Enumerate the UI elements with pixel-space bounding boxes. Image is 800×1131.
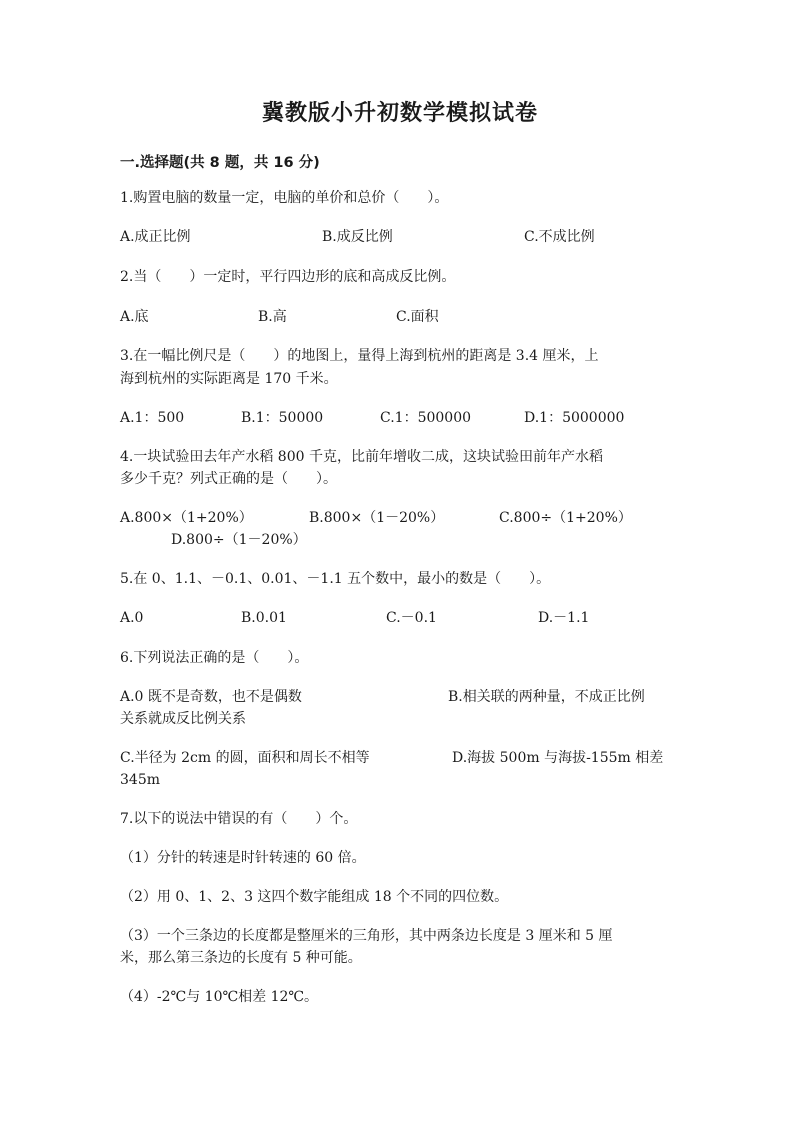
q4-option-c: C.800÷（1+20%） bbox=[499, 510, 632, 526]
question-7-stem: 7.以下的说法中错误的有（ ）个。 bbox=[120, 811, 358, 827]
section-heading: 一.选择题(共 8 题，共 16 分) bbox=[120, 155, 320, 171]
q7-statement-3-cont: 米，那么第三条边的长度有 5 种可能。 bbox=[120, 950, 362, 966]
q3-option-d: D.1：5000000 bbox=[524, 410, 625, 426]
q4-option-a: A.800×（1+20%） bbox=[120, 510, 253, 526]
q6-option-b-cont: 关系就成反比例关系 bbox=[120, 711, 246, 727]
q3-option-c: C.1：500000 bbox=[380, 410, 472, 426]
question-2-stem: 2.当（ ）一定时，平行四边形的底和高成反比例。 bbox=[120, 269, 456, 285]
question-4-stem-cont: 多少千克？列式正确的是（ ）。 bbox=[120, 471, 337, 487]
question-5-stem: 5.在 0、1.1、－0.1、0.01、－1.1 五个数中，最小的数是（ ）。 bbox=[120, 571, 551, 587]
q2-option-a: A.底 bbox=[120, 309, 149, 325]
q4-option-d: D.800÷（1－20%） bbox=[171, 532, 307, 548]
q6-option-a: A.0 既不是奇数，也不是偶数 bbox=[120, 689, 302, 705]
q1-option-c: C.不成比例 bbox=[524, 229, 595, 245]
q6-option-d: D.海拔 500m 与海拔-155m 相差 bbox=[452, 750, 664, 766]
q5-option-c: C.－0.1 bbox=[386, 610, 437, 626]
q3-option-a: A.1：500 bbox=[120, 410, 185, 426]
q7-statement-4: （4）-2℃与 10℃相差 12℃。 bbox=[120, 989, 319, 1005]
q7-statement-3: （3）一个三条边的长度都是整厘米的三角形，其中两条边长度是 3 厘米和 5 厘 bbox=[120, 928, 613, 944]
question-4-stem: 4.一块试验田去年产水稻 800 千克，比前年增收二成，这块试验田前年产水稻 bbox=[120, 449, 603, 465]
q4-option-b: B.800×（1－20%） bbox=[309, 510, 445, 526]
exam-title: 冀教版小升初数学模拟试卷 bbox=[261, 101, 538, 126]
q6-option-c: C.半径为 2cm 的圆，面积和周长不相等 bbox=[120, 750, 370, 766]
question-3-stem-cont: 海到杭州的实际距离是 170 千米。 bbox=[120, 371, 338, 387]
q2-option-c: C.面积 bbox=[396, 309, 439, 325]
q5-option-d: D.－1.1 bbox=[538, 610, 590, 626]
q2-option-b: B.高 bbox=[258, 309, 287, 325]
q5-option-b: B.0.01 bbox=[241, 610, 287, 626]
q6-option-d-cont: 345m bbox=[120, 772, 160, 788]
question-6-stem: 6.下列说法正确的是（ ）。 bbox=[120, 650, 309, 666]
q7-statement-1: （1）分针的转速是时针转速的 60 倍。 bbox=[120, 850, 366, 866]
question-1-stem: 1.购置电脑的数量一定，电脑的单价和总价（ ）。 bbox=[120, 190, 449, 206]
q1-option-a: A.成正比例 bbox=[120, 229, 191, 245]
q5-option-a: A.0 bbox=[120, 610, 144, 626]
q1-option-b: B.成反比例 bbox=[322, 229, 393, 245]
q6-option-b: B.相关联的两种量，不成正比例 bbox=[448, 689, 645, 705]
q3-option-b: B.1：50000 bbox=[241, 410, 324, 426]
q7-statement-2: （2）用 0、1、2、3 这四个数字能组成 18 个不同的四位数。 bbox=[120, 889, 509, 905]
question-3-stem: 3.在一幅比例尺是（ ）的地图上，量得上海到杭州的距离是 3.4 厘米，上 bbox=[120, 348, 599, 364]
